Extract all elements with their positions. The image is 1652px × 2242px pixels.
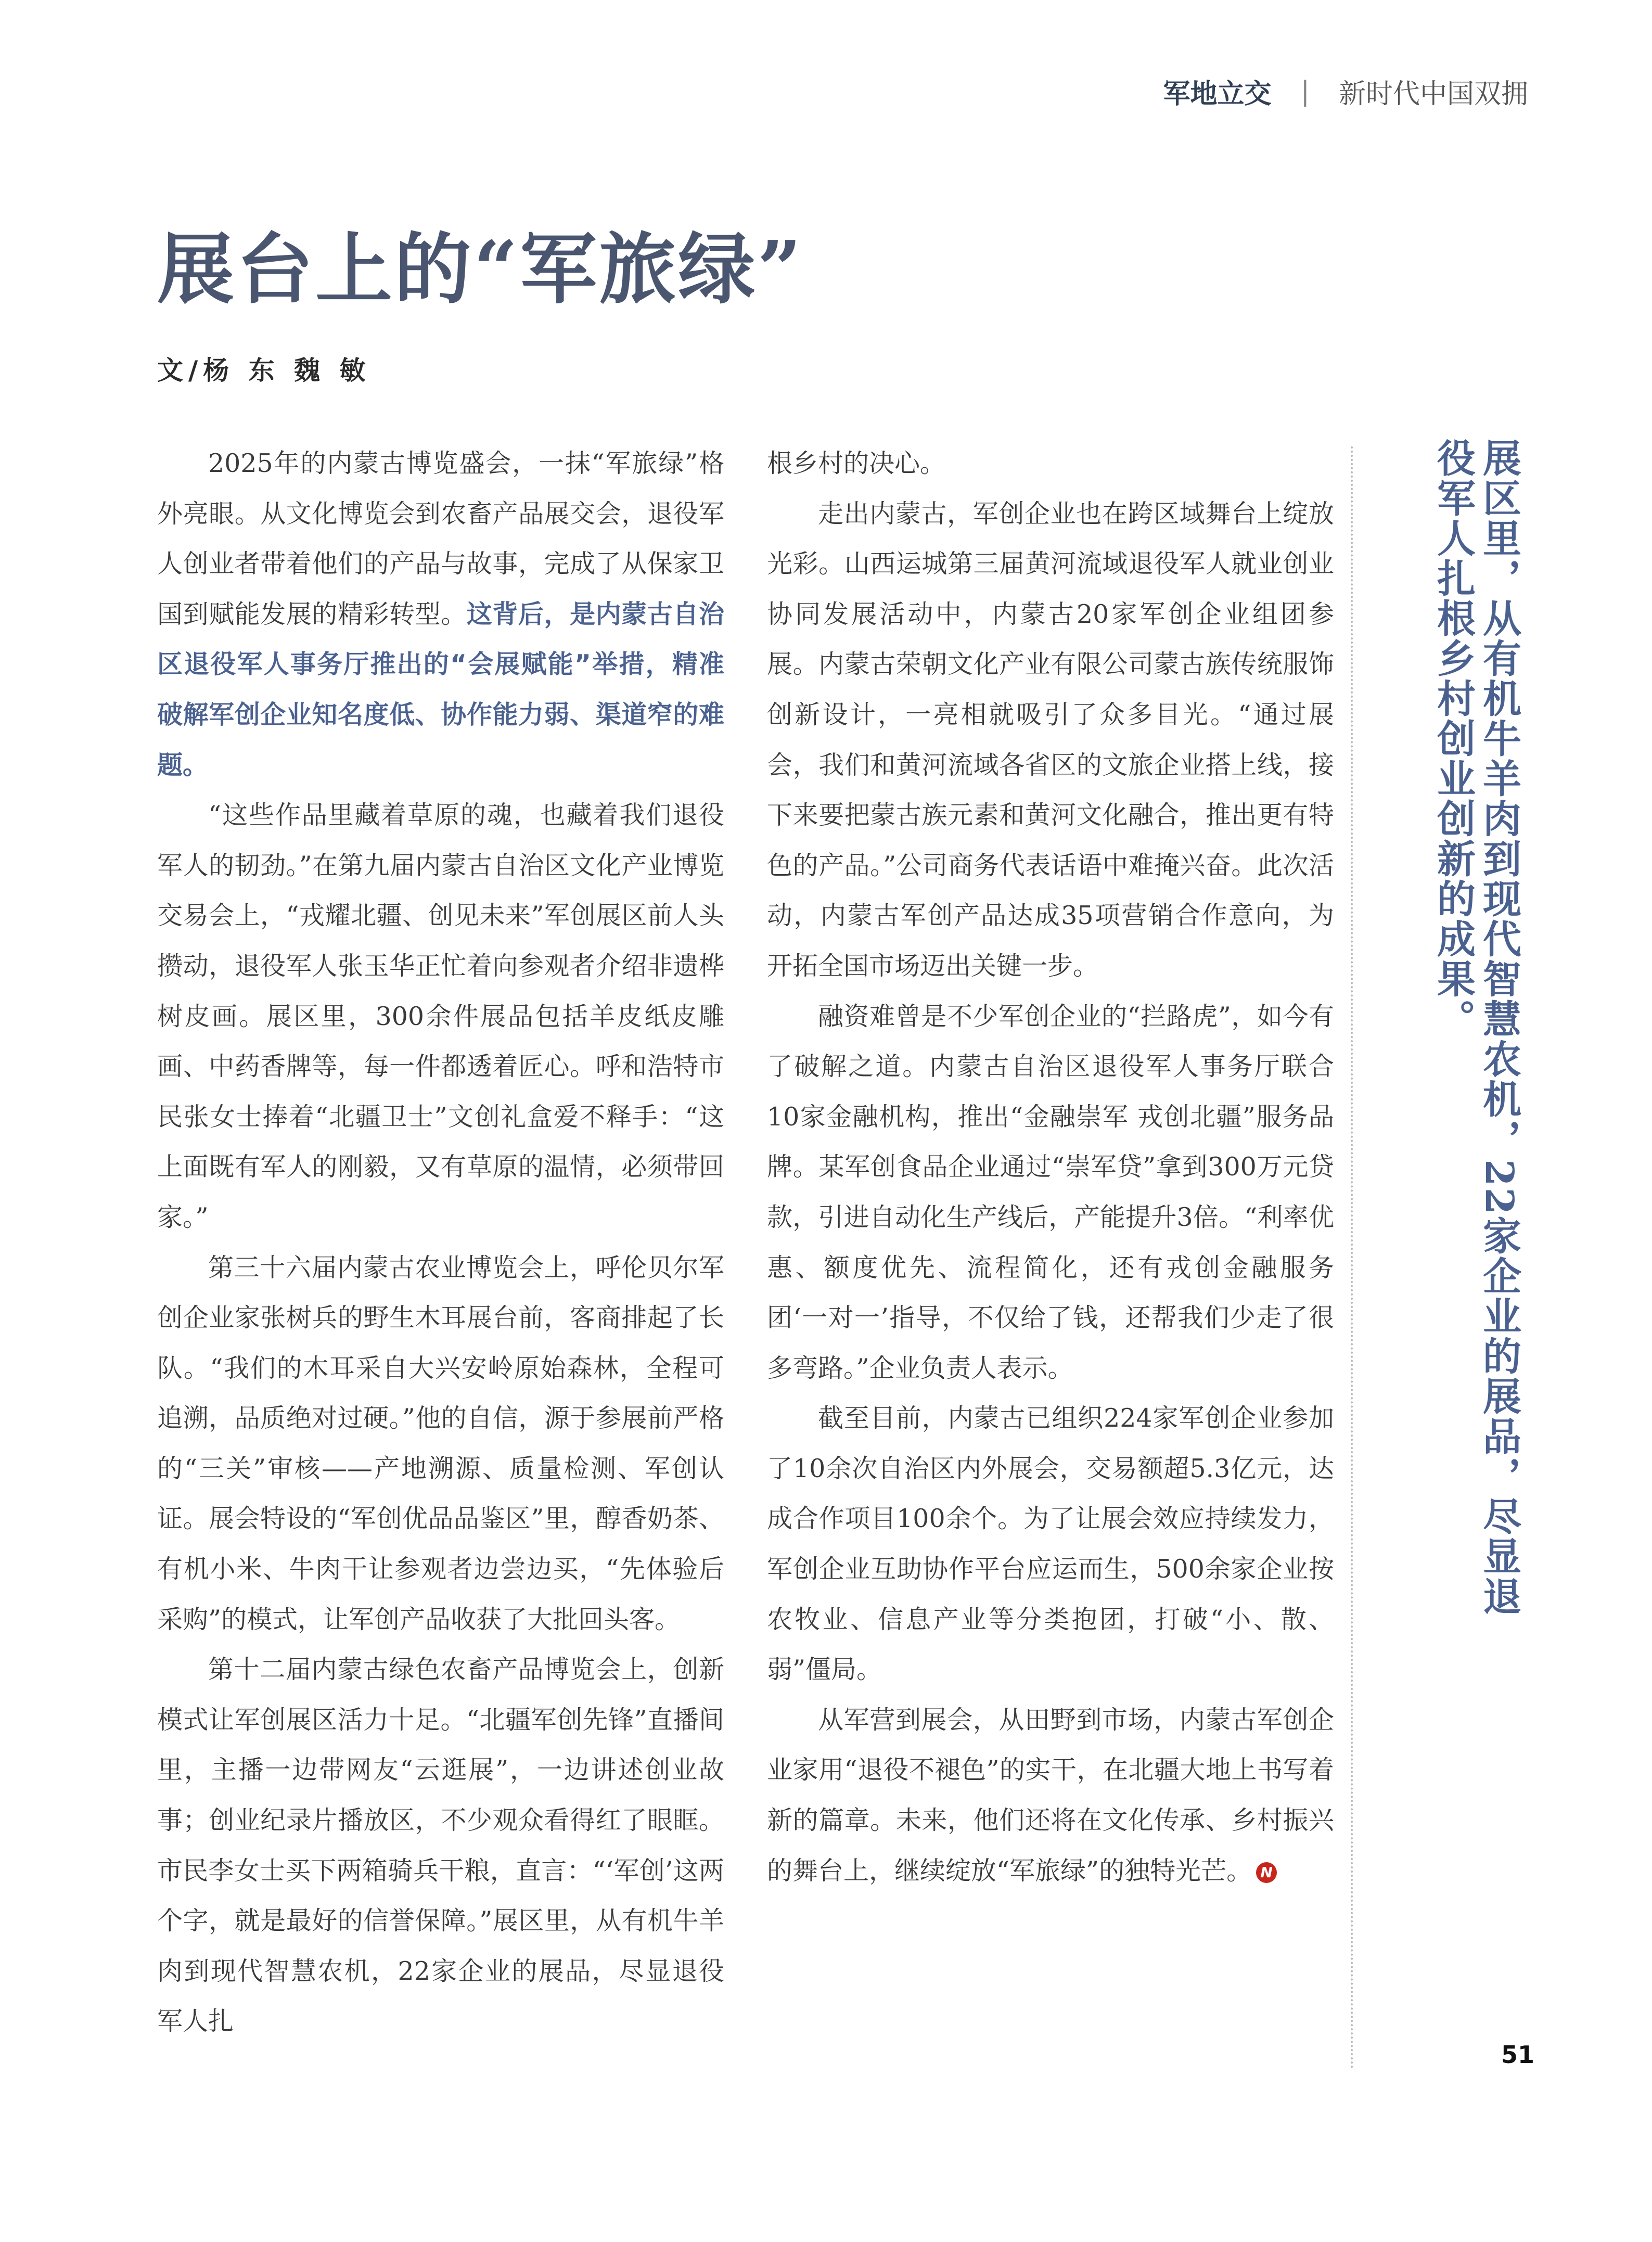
paragraph: 第三十六届内蒙古农业博览会上，呼伦贝尔军创企业家张树兵的野生木耳展台前，客商排起了长队。“我们的木耳采自大兴安岭原始森林，全程可追溯，品质绝对过硬。”他的自信，源于参展前严格的“三关”审核——产地溯源、质量检测、军创认证。展会特设的“军创优品品鉴区”里，醇香奶茶、有机小米、牛肉干让参观者边尝边买，“先体验后采购”的模式，让军创产品收获了大批回头客。: [157, 1252, 724, 1634]
running-header: [1163, 72, 1528, 111]
body-column-left: [157, 439, 724, 2047]
highlight-text: 这背后，是内蒙古自治区退役军人事务厅推出的“会展赋能”举措，精准破解军创企业知名度低、协作能力弱、渠道窄的难题。: [157, 599, 724, 780]
pull-quote: 展区里，从有机牛羊肉到现代智慧农机，22家企业的展品，尽显退役军人扎根乡村创业创新的成果。: [1431, 438, 1521, 1617]
paragraph: 第十二届内蒙古绿色农畜产品博览会上，创新模式让军创展区活力十足。“北疆军创先锋”直播间里，主播一边带网友“云逛展”，一边讲述创业故事；创业纪录片播放区，不少观众看得红了眼眶。市民李女士买下两箱骑兵干粮，直言：“‘军创’这两个字，就是最好的信誉保障。”展区里，从有机牛羊肉到现代智慧农机，22家企业的展品，尽显退役军人扎: [157, 1655, 724, 2036]
header-separator: |: [1300, 75, 1310, 107]
article-title: 展台上的“军旅绿”: [157, 224, 804, 314]
section-name: 军地立交: [1163, 79, 1272, 110]
column-divider: [1351, 446, 1353, 2070]
paragraph: “这些作品里藏着草原的魂，也藏着我们退役军人的韧劲。”在第九届内蒙古自治区文化产业博览交易会上，“戎耀北疆、创见未来”军创展区前人头攒动，退役军人张玉华正忙着向参观者介绍非遗桦树皮画。展区里，300余件展品包括羊皮纸皮雕画、中药香牌等，每一件都透着匠心。呼和浩特市民张女士捧着“北疆卫士”文创礼盒爱不释手：“这上面既有军人的刚毅，又有草原的温情，必须带回家。”: [157, 800, 724, 1232]
paragraph: 融资难曾是不少军创企业的“拦路虎”，如今有了破解之道。内蒙古自治区退役军人事务厅联合10家金融机构，推出“金融崇军 戎创北疆”服务品牌。某军创食品企业通过“崇军贷”拿到300万元贷款，引进自动化生产线后，产能提升3倍。“利率优惠、额度优先、流程简化，还有戎创金融服务团‘一对一’指导，不仅给了钱，还帮我们少走了很多弯路。”企业负责人表示。: [767, 1001, 1334, 1383]
paragraph: 截至目前，内蒙古已组织224家军创企业参加了10余次自治区内外展会，交易额超5.3亿元，达成合作项目100余个。为了让展会效应持续发力，军创企业互助协作平台应运而生，500余家企业按农牧业、信息产业等分类抱团，打破“小、散、弱”僵局。: [767, 1403, 1334, 1685]
paragraph: 走出内蒙古，军创企业也在跨区域舞台上绽放光彩。山西运城第三届黄河流域退役军人就业创业协同发展活动中，内蒙古20家军创企业组团参展。内蒙古荣朝文化产业有限公司蒙古族传统服饰创新设计，一亮相就吸引了众多目光。“通过展会，我们和黄河流域各省区的文旅企业搭上线，接下来要把蒙古族元素和黄河文化融合，推出更有特色的产品。”公司商务代表话语中难掩兴奋。此次活动，内蒙古军创产品达成35项营销合作意向，为开拓全国市场迈出关键一步。: [767, 498, 1334, 981]
paragraph-text: 从军营到展会，从田野到市场，内蒙古军创企业家用“退役不褪色”的实干，在北疆大地上书写着新的篇章。未来，他们还将在文化传承、乡村振兴的舞台上，继续绽放“军旅绿”的独特光芒。: [767, 1705, 1334, 1886]
byline: 文/杨 东 魏 敏: [157, 355, 371, 386]
column-name: 新时代中国双拥: [1338, 79, 1528, 110]
end-mark-icon: N: [1256, 1862, 1277, 1883]
paragraph: [767, 1695, 1334, 1896]
paragraph: [157, 439, 724, 790]
page-number: 51: [1501, 2041, 1534, 2069]
body-column-right: [767, 439, 1334, 1896]
paragraph-continued: 根乡村的决心。: [767, 449, 946, 478]
paragraph-text: 2025年的内蒙古博览盛会，一抹“军旅绿”格外亮眼。从文化博览会到农畜产品展交会，退役军人创业者带着他们的产品与故事，完成了从保家卫国到赋能发展的精彩转型。: [157, 449, 724, 629]
